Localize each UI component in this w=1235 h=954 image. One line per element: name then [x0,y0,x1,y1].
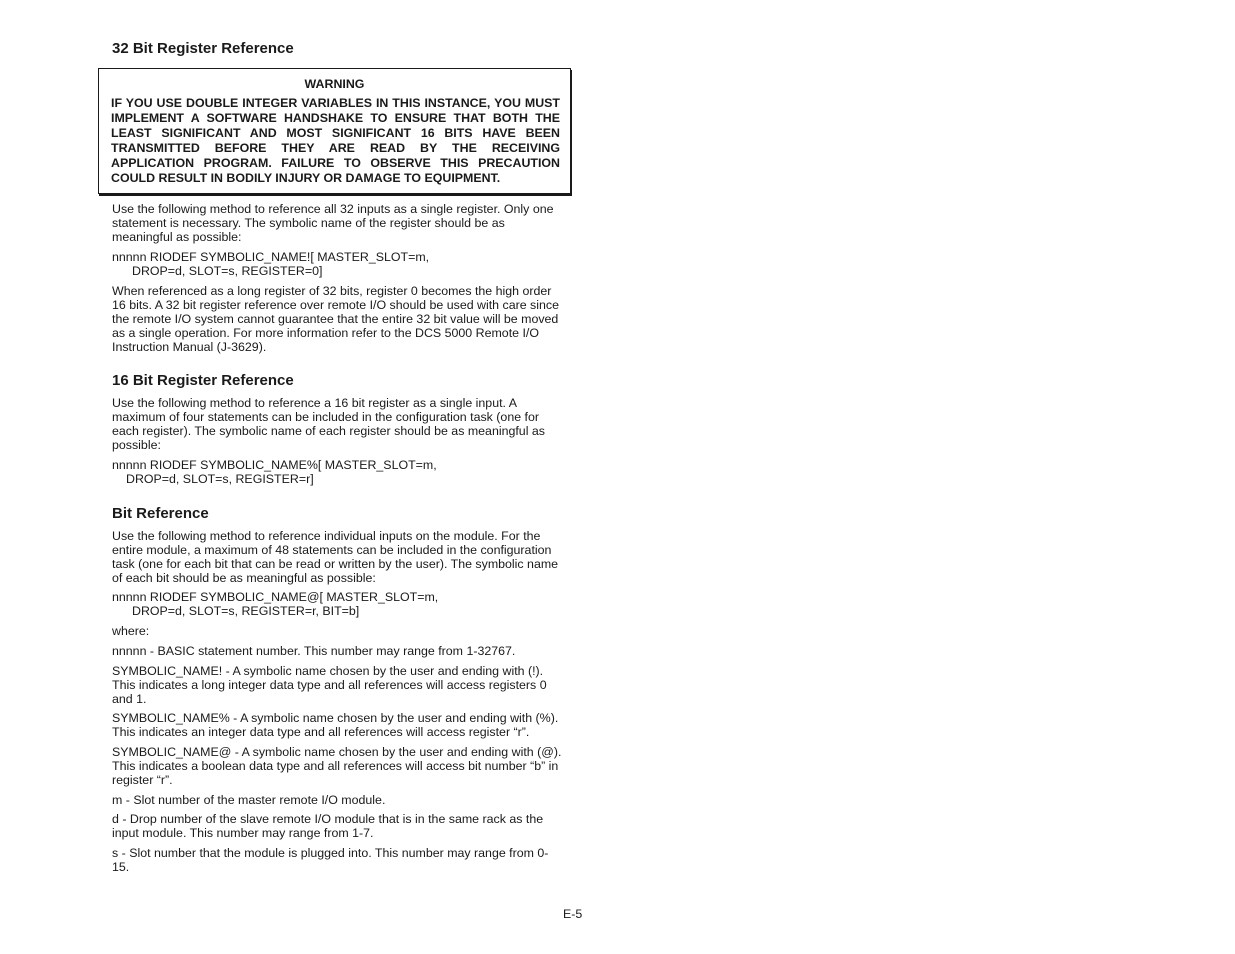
heading-32-bit-register-reference: 32 Bit Register Reference [112,40,294,57]
def-d: d - Drop number of the slave remote I/O module that is in the same rack as the input module. This number may range from 1-7. [112,812,544,840]
def-s: s - Slot number that the module is plugged into. This number may range from 0-15. [112,846,549,874]
s1-code-line-1: nnnnn RIODEF SYMBOLIC_NAME![ MASTER_SLOT=m, [112,250,430,264]
def-nnnnn: nnnnn - BASIC statement number. This number may range from 1-32767. [112,644,516,658]
s3-code-line-2: DROP=d, SLOT=s, REGISTER=r, BIT=b] [132,604,360,618]
s2-code-line-2: DROP=d, SLOT=s, REGISTER=r] [126,472,314,486]
page-number: E-5 [563,907,583,921]
warning-box [98,68,571,194]
def-symbolic-name-integer: SYMBOLIC_NAME% - A symbolic name chosen by the user and ending with (%). This indicates an integer data type and all references will access register “r”. [112,711,559,739]
warning-title: WARNING [304,77,365,91]
def-symbolic-name-long: SYMBOLIC_NAME! - A symbolic name chosen by the user and ending with (!). This indicates a long integer data type and all references will access registers 0 and 1. [112,664,547,706]
heading-bit-reference: Bit Reference [112,505,209,522]
s2-paragraph-1: Use the following method to reference a 16 bit register as a single input. A maximum of four statements can be included in the configuration task (one for each register). The symbolic name of each register should be as meaningful as possible: [112,396,545,452]
where-label: where: [112,624,150,638]
s3-code-block [112,590,564,618]
heading-16-bit-register-reference: 16 Bit Register Reference [112,372,294,389]
def-symbolic-name-boolean: SYMBOLIC_NAME@ - A symbolic name chosen by the user and ending with (@). This indicates a boolean data type and all references will access bit number “b” in register “r”. [112,745,562,787]
s1-paragraph-2: When referenced as a long register of 32 bits, register 0 becomes the high order 16 bits. A 32 bit register reference over remote I/O should be used with care since the remote I/O system cannot guarantee that the entire 32 bit value will be moved as a single operation. For more information refer to the DCS 5000 Remote I/O Instruction Manual (J-3629). [112,284,559,354]
s3-code-line-1: nnnnn RIODEF SYMBOLIC_NAME@[ MASTER_SLOT=m, [112,590,439,604]
s1-code-line-2: DROP=d, SLOT=s, REGISTER=0] [132,264,323,278]
s1-code-block [112,250,564,278]
def-m: m - Slot number of the master remote I/O module. [112,793,386,807]
warning-text: IF YOU USE DOUBLE INTEGER VARIABLES IN THIS INSTANCE, YOU MUST IMPLEMENT A SOFTWARE HANDSHAKE TO ENSURE THAT BOTH THE LEAST SIGNIFICANT AND MOST SIGNIFICANT 16 BITS HAVE BEEN TRANSMITTED BEFORE THEY ARE READ BY THE RECEIVING APPLICATION PROGRAM. FAILURE TO OBSERVE THIS PRECAUTION COULD RESULT IN BODILY INJURY OR DAMAGE TO EQUIPMENT. [111,96,560,185]
s2-code-block [112,458,564,486]
s3-paragraph-1: Use the following method to reference individual inputs on the module. For the entire module, a maximum of 48 statements can be included in the configuration task (one for each bit that can be read or written by the user). The symbolic name of each bit should be as meaningful as possible: [112,529,559,585]
s2-code-line-1: nnnnn RIODEF SYMBOLIC_NAME%[ MASTER_SLOT=m, [112,458,437,472]
s1-paragraph-1: Use the following method to reference all 32 inputs as a single register. Only one statement is necessary. The symbolic name of the register should be as meaningful as possible: [112,202,554,244]
